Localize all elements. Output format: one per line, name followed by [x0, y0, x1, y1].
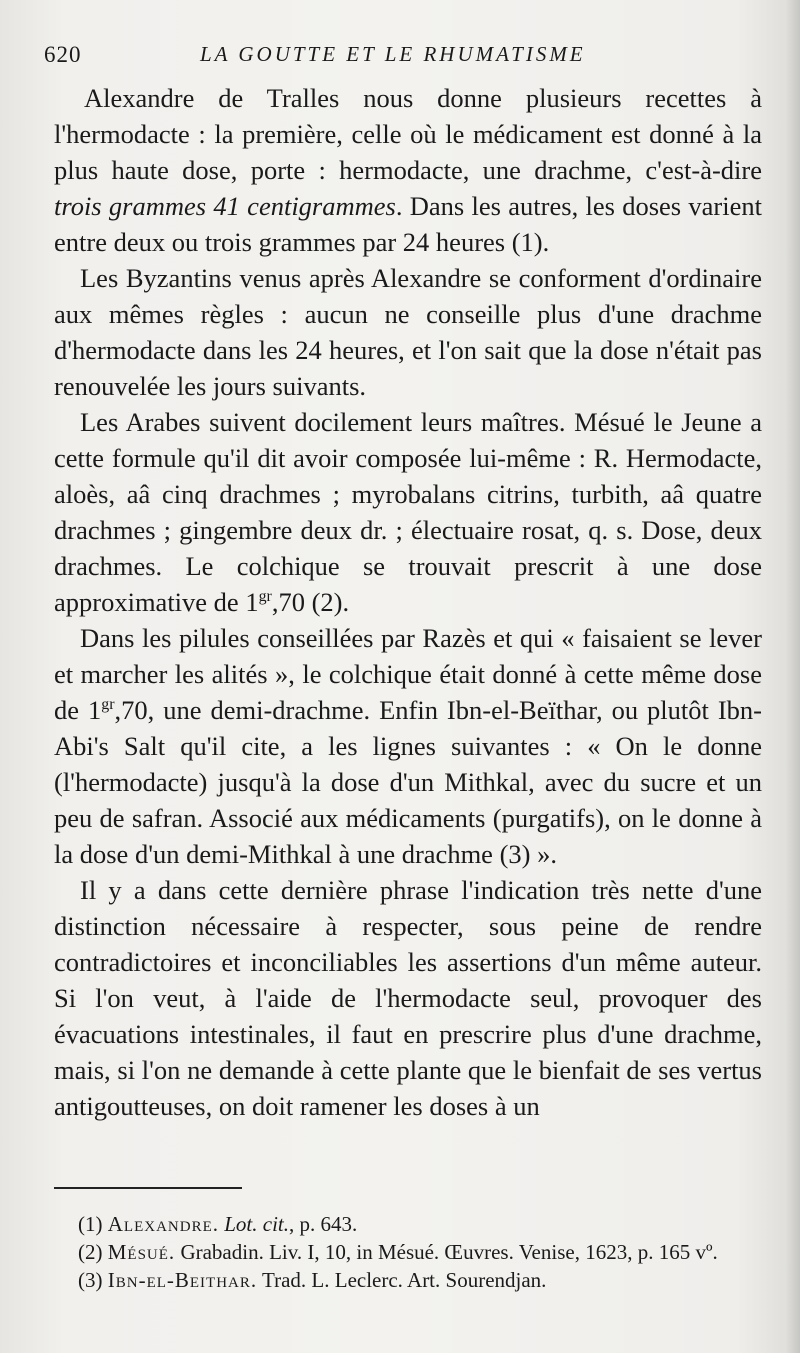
paragraph-1-text-a: Alexandre de Tralles nous donne plusieurs recettes à l'hermodacte : la première, celle où le médicament est donné à la plus haute dose, porte : hermodacte, une drachme, c'est-à-dire	[54, 83, 762, 185]
footnotes	[54, 1210, 762, 1294]
paragraph-1-text-b: . Dans les autres, les doses varient entre deux ou trois grammes par 24 heures (1).	[54, 191, 762, 257]
footnote-1-author: Alexandre.	[107, 1212, 219, 1236]
footnote-3-number: (3)	[78, 1268, 103, 1292]
footnote-2-text: Grabadin. Liv. I, 10, in Mésué. Œuvres. Venise, 1623, p. 165 vº.	[180, 1240, 718, 1264]
running-title: LA GOUTTE ET LE RHUMATISME	[200, 42, 586, 66]
footnote-1-italic: Lot. cit.	[224, 1212, 290, 1236]
footnote-3-text: Trad. L. Leclerc. Art. Sourendjan.	[262, 1268, 547, 1292]
page-number: 620	[44, 42, 82, 67]
paragraph-3-text-a: Les Arabes suivent docilement leurs maîtres. Mésué le Jeune a cette formule qu'il dit avoir composée lui-même : R. Hermodacte, aloès, aâ cinq drachmes ; myrobalans citrins, turbith, aâ quatre drachmes ; gingembre deux dr. ; électuaire rosat, q. s. Dose, deux drachmes. Le colchique se trouvait prescrit à une dose approximative de 1	[54, 407, 762, 617]
paragraph-4-text-a: Dans les pilules conseillées par Razès et qui « faisaient se lever et marcher les alités », le colchique était donné à cette même dose de 1	[54, 623, 762, 725]
footnote-1-text: , p. 643.	[289, 1212, 358, 1236]
footnote-separator	[54, 1187, 242, 1189]
footnote-2-number: (2)	[78, 1240, 103, 1264]
paragraph-5: Il y a dans cette dernière phrase l'indication très nette d'une distinction nécessaire à respecter, sous peine de rendre contradictoires et inconciliables les assertions d'un même auteur. Si l'on veut, à l'aide de l'hermodacte seul, provoquer des évacuations intestinales, il faut en prescrire plus d'une drachme, mais, si l'on ne demande à cette plante que le bienfait de ses vertus antigoutteuses, on doit ramener les doses à un	[54, 875, 762, 1121]
paragraph-4-text-b: ,70, une demi-drachme. Enfin Ibn-el-Beïthar, ou plutôt Ibn-Abi's Salt qu'il cite, a les lignes suivantes : « On le donne (l'hermodacte) jusqu'à la dose d'un Mithkal, avec du sucre et un peu de safran. Associé aux médicaments (purgatifs), on le donne à la dose d'un demi-Mithkal à une drachme (3) ».	[54, 695, 763, 869]
footnote-2	[54, 1238, 762, 1266]
paragraph-2: Les Byzantins venus après Alexandre se conforment d'ordinaire aux mêmes règles : aucun ne conseille plus d'une drachme d'hermodacte dans les 24 heures, et l'on sait que la dose n'était pas renouvelée les jours suivants.	[54, 263, 762, 401]
footnote-1	[54, 1210, 762, 1238]
paragraph-4	[54, 620, 762, 872]
footnote-3-author: Ibn-el-Beithar.	[107, 1268, 258, 1292]
page-header	[44, 36, 756, 72]
paragraph-3	[54, 404, 762, 620]
footnote-2-author: Mésué.	[107, 1240, 176, 1264]
paragraph-4-superscript: gr	[101, 696, 115, 714]
main-text	[54, 80, 762, 1124]
paragraph-1-italic: trois grammes 41 centigrammes	[54, 191, 396, 221]
footnote-3	[54, 1266, 762, 1294]
paragraph-3-text-b: ,70 (2).	[271, 587, 350, 617]
paragraph-1	[54, 80, 762, 260]
page-edge-shadow	[786, 0, 800, 1353]
footnote-1-number: (1)	[78, 1212, 103, 1236]
paragraph-3-superscript: gr	[258, 588, 272, 606]
